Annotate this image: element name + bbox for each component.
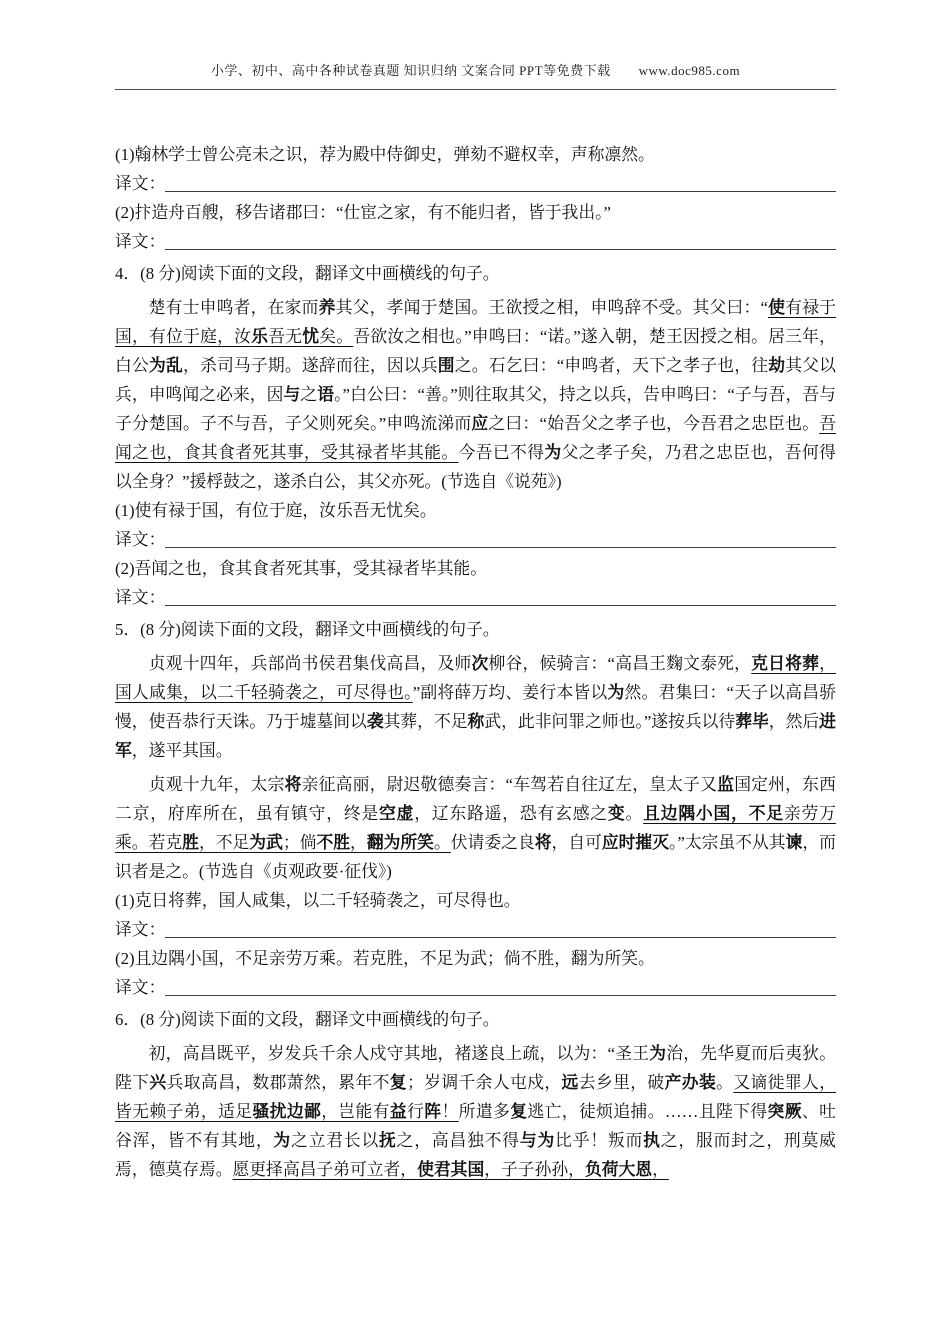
text-run: ，然后 (768, 712, 820, 731)
text-run: 5．(8 分)阅读下面的文段，翻译文中画横线的句子。 (115, 620, 500, 639)
text-run: 。 (625, 804, 644, 823)
text-run: 逃亡，徒烦追捕。……且陛下得 (527, 1102, 768, 1121)
text-run: 之，服而封之，刑莫威焉，德莫存焉。 (115, 1131, 836, 1179)
sub-question (115, 554, 836, 583)
underlined-text: 使 (767, 298, 786, 317)
text-run: 劫 (768, 356, 786, 375)
text-run: 将 (534, 833, 552, 852)
translation-label: 译文： (115, 920, 166, 939)
underlined-text: ，国人咸集，以二千轻骑袭之，可尽得也。 (115, 654, 836, 702)
text-run: 贞观十四年，兵部尚书侯君集伐高昌，及师 (148, 654, 472, 673)
text-run: 其父，孝闻于楚国。王欲授之相，申鸣辞不受。其父曰：“ (335, 298, 768, 317)
text-run: 进军 (115, 712, 836, 760)
underlined-text: 有禄于国，有位于庭，汝 (115, 298, 836, 346)
underlined-text: 使君其国 (417, 1160, 485, 1179)
text-run: 为 (607, 683, 625, 702)
answer-blank-line (165, 973, 836, 996)
translation-label: 译文： (115, 588, 166, 607)
text-run: 其父以兵，申鸣闻之必来，因 (115, 356, 836, 404)
sub-question (115, 886, 836, 915)
text-run: 楚有士申鸣者，在家而 (148, 298, 319, 317)
answer-blank-line (165, 227, 836, 250)
sub-question (115, 140, 836, 169)
underlined-text: 愿更择高昌子弟可立者， (232, 1160, 418, 1179)
underlined-text: 胜 (182, 833, 199, 852)
text-run: 谏 (785, 833, 803, 852)
question-heading (115, 259, 836, 288)
text-run: 袭 (366, 712, 384, 731)
text-run: 语 (317, 385, 335, 404)
underlined-text: ，子子孙孙， (484, 1160, 585, 1179)
underlined-text: 乐 (251, 327, 269, 346)
text-run: 为 (273, 1131, 292, 1150)
underlined-text: 吾闻之也，食其食者死其事，受其禄者毕其能。 (115, 414, 836, 462)
translation-label: 译文： (115, 174, 166, 193)
underlined-text: 。 (433, 833, 451, 852)
text-run: 亲征高丽，尉迟敬德奏言：“车驾若自往辽左，皇太子又 (301, 775, 718, 794)
text-run: 之曰：“始吾父之孝子也，今吾君之忠臣也。 (488, 414, 820, 433)
text-run: 。”白公曰：“善。”则往取其父，持之以兵，告申鸣曰：“子与吾，吾与子分楚国。子不与吾，子父则死矣。”申鸣流涕而 (115, 385, 836, 433)
translation-label: 译文： (115, 978, 166, 997)
header-promo-text: 小学、初中、高中各种试卷真题 知识归纳 文案合同 PPT等免费下载 (210, 63, 611, 78)
text-run: (1)使有禄于国，有位于庭，汝乐吾无忧矣。 (115, 501, 437, 520)
text-run: 为乱 (148, 356, 183, 375)
underlined-text: 忧 (302, 327, 320, 346)
text-run: 6．(8 分)阅读下面的文段，翻译文中画横线的句子。 (115, 1010, 500, 1029)
text-run: 抚 (379, 1131, 397, 1150)
text-run: 所遣多 (458, 1102, 511, 1121)
text-run: 国定州，东西二京，府库所在，虽有镇守，终是 (115, 775, 836, 823)
text-run: 、吐谷浑，皆不有其地， (115, 1102, 836, 1150)
text-run: (2)且边隅小国，不足亲劳万乘。若克胜，不足为武；倘不胜，翻为所笑。 (115, 949, 655, 968)
text-run: 。 (716, 1073, 734, 1092)
translation-answer-line (115, 583, 836, 612)
text-run: 兴 (149, 1073, 167, 1092)
underlined-text: 矣。 (319, 327, 354, 346)
text-run: 治，先华夏而后夷狄。陛下 (115, 1044, 836, 1092)
text-run: (2)抃造舟百艘，移告诸郡曰：“仕宦之家，有不能归者，皆于我出。” (115, 203, 611, 222)
underlined-text: 不胜 (316, 833, 351, 852)
translation-answer-line (115, 525, 836, 554)
text-run: 之 (300, 385, 318, 404)
translation-answer-line (115, 227, 836, 256)
text-run: 复 (389, 1073, 407, 1092)
document-content (115, 140, 836, 1184)
text-run: 应 (471, 414, 489, 433)
translation-answer-line (115, 973, 836, 1002)
sub-question (115, 198, 836, 227)
underlined-text: 又谪徙罪人，皆无赖子弟，适足 (115, 1073, 836, 1121)
sub-question (115, 944, 836, 973)
question-heading (115, 615, 836, 644)
passage-paragraph (115, 770, 836, 886)
translation-label: 译文： (115, 530, 166, 549)
text-run: 突厥 (767, 1102, 802, 1121)
translation-answer-line (115, 915, 836, 944)
passage-paragraph (115, 293, 836, 496)
underlined-text: 吾无 (268, 327, 303, 346)
text-run: 养 (318, 298, 336, 317)
text-run: 其葬，不足 (383, 712, 468, 731)
passage-paragraph (115, 1039, 836, 1184)
text-run: 柳谷，候骑言：“高昌王麴文泰死， (488, 654, 752, 673)
text-run: 称 (467, 712, 485, 731)
header-site-url: www.doc985.com (638, 63, 741, 78)
answer-blank-line (165, 583, 836, 606)
underlined-text: ；倘 (282, 833, 317, 852)
page-header (115, 60, 836, 79)
underlined-text: 翻为所笑 (366, 833, 434, 852)
text-run: (1)翰林学士曾公亮未之识，荐为殿中侍御史，弹劾不避权幸，声称凛然。 (115, 145, 655, 164)
text-run: ，自可 (551, 833, 602, 852)
text-run: 之。石乞曰：“申鸣者，天下之孝子也，往 (454, 356, 769, 375)
text-run: 应时摧灭 (601, 833, 669, 852)
text-run: ，辽东路遥，恐有玄感之 (414, 804, 608, 823)
text-run: 葬毕 (735, 712, 769, 731)
underlined-text: 且边隅小国，不足 (643, 804, 784, 823)
text-run: ”副将薛万均、姜行本皆以 (412, 683, 608, 702)
underlined-text: ，岂能有 (321, 1102, 390, 1121)
underlined-text: 行 (407, 1102, 425, 1121)
text-run: ，遂平其国。 (131, 741, 233, 760)
underlined-text: 益 (389, 1102, 408, 1121)
underlined-text: 为武 (249, 833, 283, 852)
text-run: 远 (561, 1073, 579, 1092)
text-run: 。”太宗虽不从其 (668, 833, 786, 852)
text-run: 为 (649, 1044, 667, 1063)
text-run: 执 (643, 1131, 661, 1150)
text-run: 吾欲汝之相也。”申鸣曰：“诺。”遂入朝，楚王因授之相。居三年，白公 (115, 327, 836, 375)
text-run: 为 (544, 443, 562, 462)
text-run: 产办装 (664, 1073, 717, 1092)
answer-blank-line (165, 169, 836, 192)
underlined-text: ，不足 (198, 833, 250, 852)
text-run: 围 (437, 356, 455, 375)
text-run: 去乡里，破 (578, 1073, 665, 1092)
text-run: 与 (283, 385, 301, 404)
text-run: ，而识者是之。(节选自《贞观政要·征伐》) (115, 833, 836, 881)
text-run: 贞观十九年，太宗 (148, 775, 285, 794)
text-run: 将 (284, 775, 302, 794)
header-divider (115, 89, 836, 90)
text-run: 4．(8 分)阅读下面的文段，翻译文中画横线的句子。 (115, 264, 500, 283)
text-run: 父之孝子矣，乃君之忠臣也，吾何得以全身？”援桴鼓之，遂杀白公，其父亦死。(节选自《说苑》) (115, 443, 836, 491)
text-run: 变 (607, 804, 626, 823)
underlined-text: 负荷大恩 (584, 1160, 653, 1179)
text-run: 今吾已不得 (458, 443, 545, 462)
answer-blank-line (165, 915, 836, 938)
text-run: (1)克日将葬，国人咸集，以二千轻骑袭之，可尽得也。 (115, 891, 521, 910)
underlined-text: ！ (441, 1102, 459, 1121)
translation-label: 译文： (115, 232, 166, 251)
text-run: 与为 (519, 1131, 556, 1150)
text-run: 之，高昌独不得 (396, 1131, 520, 1150)
text-run: 武，此非问罪之师也。”遂按兵以待 (484, 712, 736, 731)
sub-question (115, 496, 836, 525)
question-heading (115, 1005, 836, 1034)
text-run: (2)吾闻之也，食其食者死其事，受其禄者毕其能。 (115, 559, 487, 578)
text-run: 初，高昌既平，岁发兵千余人戍守其地，褚遂良上疏，以为：“圣王 (148, 1044, 650, 1063)
underlined-text: 亲劳万乘。若克 (115, 804, 836, 852)
text-run: 然。君集曰：“天子以高昌骄慢，使吾恭行天诛。乃于墟墓间以 (115, 683, 837, 731)
text-run: 兵取高昌，数郡萧然，累年不 (166, 1073, 390, 1092)
underlined-text: 阵 (424, 1102, 442, 1121)
translation-answer-line (115, 169, 836, 198)
text-run: 伏请委之良 (450, 833, 535, 852)
text-run: 比乎！叛而 (555, 1131, 644, 1150)
text-run: ，杀司马子期。遂辞而往，因以兵 (182, 356, 438, 375)
underlined-text: 克日将葬 (751, 654, 820, 673)
text-run: 次 (471, 654, 489, 673)
passage-paragraph (115, 649, 836, 765)
text-run: 空虚 (379, 804, 415, 823)
answer-blank-line (165, 525, 836, 548)
text-run: 监 (717, 775, 735, 794)
underlined-text: 骚扰边鄙 (252, 1102, 322, 1121)
underlined-text: ， (350, 833, 367, 852)
text-run: 之立君长以 (291, 1131, 380, 1150)
text-run: ；岁调千余人屯戍， (406, 1073, 562, 1092)
text-run: 复 (510, 1102, 528, 1121)
underlined-text: ， (652, 1160, 669, 1179)
